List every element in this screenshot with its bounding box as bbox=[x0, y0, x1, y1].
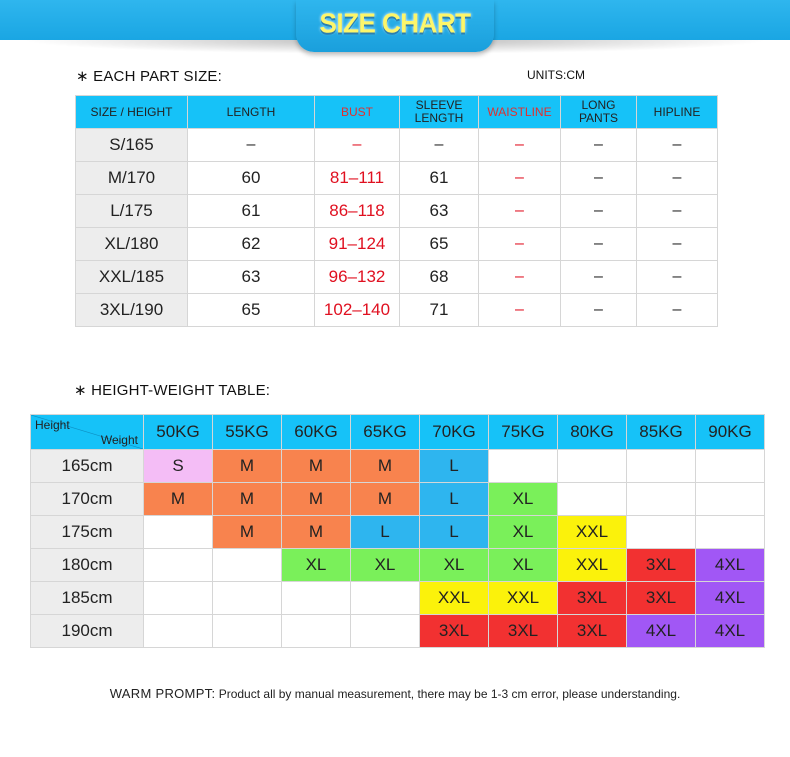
size-cell-sleeve: 61 bbox=[400, 162, 479, 195]
size-recommendation-cell bbox=[213, 615, 282, 648]
height-cell: 165cm bbox=[31, 450, 144, 483]
size-recommendation-cell bbox=[144, 516, 213, 549]
weight-header-5: 75KG bbox=[489, 415, 558, 450]
size-row bbox=[76, 261, 718, 294]
size-recommendation-cell bbox=[213, 582, 282, 615]
size-header-6: HIPLINE bbox=[637, 96, 718, 129]
size-row bbox=[76, 195, 718, 228]
weight-table-body bbox=[31, 450, 765, 648]
size-recommendation-cell bbox=[696, 483, 765, 516]
size-recommendation-cell bbox=[213, 549, 282, 582]
height-weight-table bbox=[30, 414, 765, 648]
size-recommendation-cell: M bbox=[351, 483, 420, 516]
size-recommendation-cell bbox=[696, 516, 765, 549]
size-cell-sleeve: 65 bbox=[400, 228, 479, 261]
size-recommendation-cell: 3XL bbox=[489, 615, 558, 648]
size-recommendation-cell: L bbox=[420, 516, 489, 549]
size-recommendation-cell: XL bbox=[420, 549, 489, 582]
size-recommendation-cell: XXL bbox=[558, 516, 627, 549]
weight-header-2: 60KG bbox=[282, 415, 351, 450]
corner-weight-label: Weight bbox=[100, 433, 138, 447]
size-recommendation-cell: XXL bbox=[420, 582, 489, 615]
weight-row bbox=[31, 450, 765, 483]
size-cell-pants: – bbox=[561, 129, 637, 162]
size-cell-length: 63 bbox=[188, 261, 315, 294]
size-recommendation-cell bbox=[489, 450, 558, 483]
size-row bbox=[76, 162, 718, 195]
size-recommendation-cell: XXL bbox=[558, 549, 627, 582]
weight-row bbox=[31, 483, 765, 516]
size-table-header bbox=[76, 96, 718, 129]
size-cell-sleeve: – bbox=[400, 129, 479, 162]
weight-header-4: 70KG bbox=[420, 415, 489, 450]
size-recommendation-cell: 3XL bbox=[420, 615, 489, 648]
size-cell-hip: – bbox=[637, 195, 718, 228]
height-cell: 175cm bbox=[31, 516, 144, 549]
size-cell-waist: – bbox=[479, 195, 561, 228]
size-cell-waist: – bbox=[479, 162, 561, 195]
size-cell-hip: – bbox=[637, 294, 718, 327]
size-recommendation-cell: 4XL bbox=[696, 615, 765, 648]
size-recommendation-cell: S bbox=[144, 450, 213, 483]
size-recommendation-cell bbox=[282, 582, 351, 615]
size-recommendation-cell bbox=[558, 450, 627, 483]
weight-row bbox=[31, 615, 765, 648]
size-recommendation-cell: L bbox=[420, 450, 489, 483]
size-cell-sleeve: 63 bbox=[400, 195, 479, 228]
size-cell-size: S/165 bbox=[76, 129, 188, 162]
size-cell-bust: 91–124 bbox=[315, 228, 400, 261]
size-cell-hip: – bbox=[637, 228, 718, 261]
height-cell: 180cm bbox=[31, 549, 144, 582]
size-recommendation-cell: XL bbox=[489, 549, 558, 582]
size-row bbox=[76, 129, 718, 162]
size-recommendation-cell bbox=[627, 483, 696, 516]
size-cell-sleeve: 71 bbox=[400, 294, 479, 327]
size-cell-pants: – bbox=[561, 228, 637, 261]
each-part-size-title: ∗ EACH PART SIZE: bbox=[76, 68, 223, 85]
weight-row bbox=[31, 582, 765, 615]
banner-title: SIZE CHART bbox=[319, 7, 471, 39]
size-cell-size: L/175 bbox=[76, 195, 188, 228]
size-cell-pants: – bbox=[561, 162, 637, 195]
size-recommendation-cell: M bbox=[213, 450, 282, 483]
size-recommendation-cell bbox=[627, 450, 696, 483]
size-recommendation-cell: XL bbox=[489, 483, 558, 516]
size-table-body bbox=[76, 129, 718, 327]
size-cell-waist: – bbox=[479, 228, 561, 261]
size-cell-pants: – bbox=[561, 294, 637, 327]
size-recommendation-cell: M bbox=[282, 450, 351, 483]
size-cell-bust: 86–118 bbox=[315, 195, 400, 228]
weight-row bbox=[31, 516, 765, 549]
corner-cell bbox=[31, 415, 144, 450]
size-cell-size: XL/180 bbox=[76, 228, 188, 261]
size-cell-sleeve: 68 bbox=[400, 261, 479, 294]
size-cell-length: 61 bbox=[188, 195, 315, 228]
size-recommendation-cell: XXL bbox=[489, 582, 558, 615]
size-recommendation-cell: 4XL bbox=[696, 582, 765, 615]
size-recommendation-cell: L bbox=[351, 516, 420, 549]
size-chart-banner bbox=[0, 0, 790, 40]
size-recommendation-cell: XL bbox=[282, 549, 351, 582]
size-cell-waist: – bbox=[479, 261, 561, 294]
size-recommendation-cell bbox=[351, 582, 420, 615]
size-recommendation-cell bbox=[144, 549, 213, 582]
size-recommendation-cell: M bbox=[282, 483, 351, 516]
size-cell-bust: 102–140 bbox=[315, 294, 400, 327]
size-recommendation-cell: L bbox=[420, 483, 489, 516]
size-cell-bust: 81–111 bbox=[315, 162, 400, 195]
size-recommendation-cell bbox=[627, 516, 696, 549]
size-recommendation-cell: XL bbox=[351, 549, 420, 582]
size-cell-size: 3XL/190 bbox=[76, 294, 188, 327]
size-cell-length: – bbox=[188, 129, 315, 162]
corner-height-label: Height bbox=[35, 418, 70, 432]
height-cell: 190cm bbox=[31, 615, 144, 648]
weight-row bbox=[31, 549, 765, 582]
size-cell-hip: – bbox=[637, 162, 718, 195]
size-recommendation-cell: M bbox=[144, 483, 213, 516]
size-recommendation-cell bbox=[696, 450, 765, 483]
size-cell-bust: 96–132 bbox=[315, 261, 400, 294]
size-row bbox=[76, 228, 718, 261]
size-recommendation-cell: M bbox=[282, 516, 351, 549]
size-recommendation-cell bbox=[558, 483, 627, 516]
size-recommendation-cell: M bbox=[351, 450, 420, 483]
size-cell-pants: – bbox=[561, 261, 637, 294]
size-cell-waist: – bbox=[479, 294, 561, 327]
warm-prompt-text: Product all by manual measurement, there may be 1-3 cm error, please understanding. bbox=[215, 687, 681, 701]
size-header-1: LENGTH bbox=[188, 96, 315, 129]
height-cell: 185cm bbox=[31, 582, 144, 615]
size-cell-pants: – bbox=[561, 195, 637, 228]
size-recommendation-cell: XL bbox=[489, 516, 558, 549]
weight-header-8: 90KG bbox=[696, 415, 765, 450]
size-recommendation-cell: M bbox=[213, 483, 282, 516]
weight-header-3: 65KG bbox=[351, 415, 420, 450]
size-recommendation-cell: 4XL bbox=[696, 549, 765, 582]
size-cell-length: 65 bbox=[188, 294, 315, 327]
warm-prompt bbox=[0, 686, 790, 701]
size-cell-waist: – bbox=[479, 129, 561, 162]
weight-header-0: 50KG bbox=[144, 415, 213, 450]
size-header-2: BUST bbox=[315, 96, 400, 129]
size-cell-size: M/170 bbox=[76, 162, 188, 195]
weight-header-7: 85KG bbox=[627, 415, 696, 450]
size-recommendation-cell: M bbox=[213, 516, 282, 549]
size-cell-length: 60 bbox=[188, 162, 315, 195]
size-recommendation-cell: 3XL bbox=[627, 549, 696, 582]
size-table bbox=[75, 95, 718, 327]
weight-header-1: 55KG bbox=[213, 415, 282, 450]
size-recommendation-cell bbox=[282, 615, 351, 648]
weight-header-6: 80KG bbox=[558, 415, 627, 450]
size-cell-hip: – bbox=[637, 129, 718, 162]
size-recommendation-cell bbox=[351, 615, 420, 648]
size-recommendation-cell bbox=[144, 615, 213, 648]
units-label: UNITS:CM bbox=[527, 68, 585, 82]
size-header-5: LONG PANTS bbox=[561, 96, 637, 129]
size-recommendation-cell: 4XL bbox=[627, 615, 696, 648]
size-recommendation-cell: 3XL bbox=[558, 615, 627, 648]
size-recommendation-cell bbox=[144, 582, 213, 615]
size-header-4: WAISTLINE bbox=[479, 96, 561, 129]
warm-prompt-label: WARM PROMPT: bbox=[109, 686, 216, 701]
size-header-0: SIZE / HEIGHT bbox=[76, 96, 188, 129]
size-cell-size: XXL/185 bbox=[76, 261, 188, 294]
size-cell-bust: – bbox=[315, 129, 400, 162]
size-recommendation-cell: 3XL bbox=[558, 582, 627, 615]
size-row bbox=[76, 294, 718, 327]
weight-table-header bbox=[31, 415, 765, 450]
height-cell: 170cm bbox=[31, 483, 144, 516]
size-cell-hip: – bbox=[637, 261, 718, 294]
size-header-3: SLEEVE LENGTH bbox=[400, 96, 479, 129]
height-weight-title: ∗ HEIGHT-WEIGHT TABLE: bbox=[74, 382, 271, 399]
size-recommendation-cell: 3XL bbox=[627, 582, 696, 615]
size-cell-length: 62 bbox=[188, 228, 315, 261]
